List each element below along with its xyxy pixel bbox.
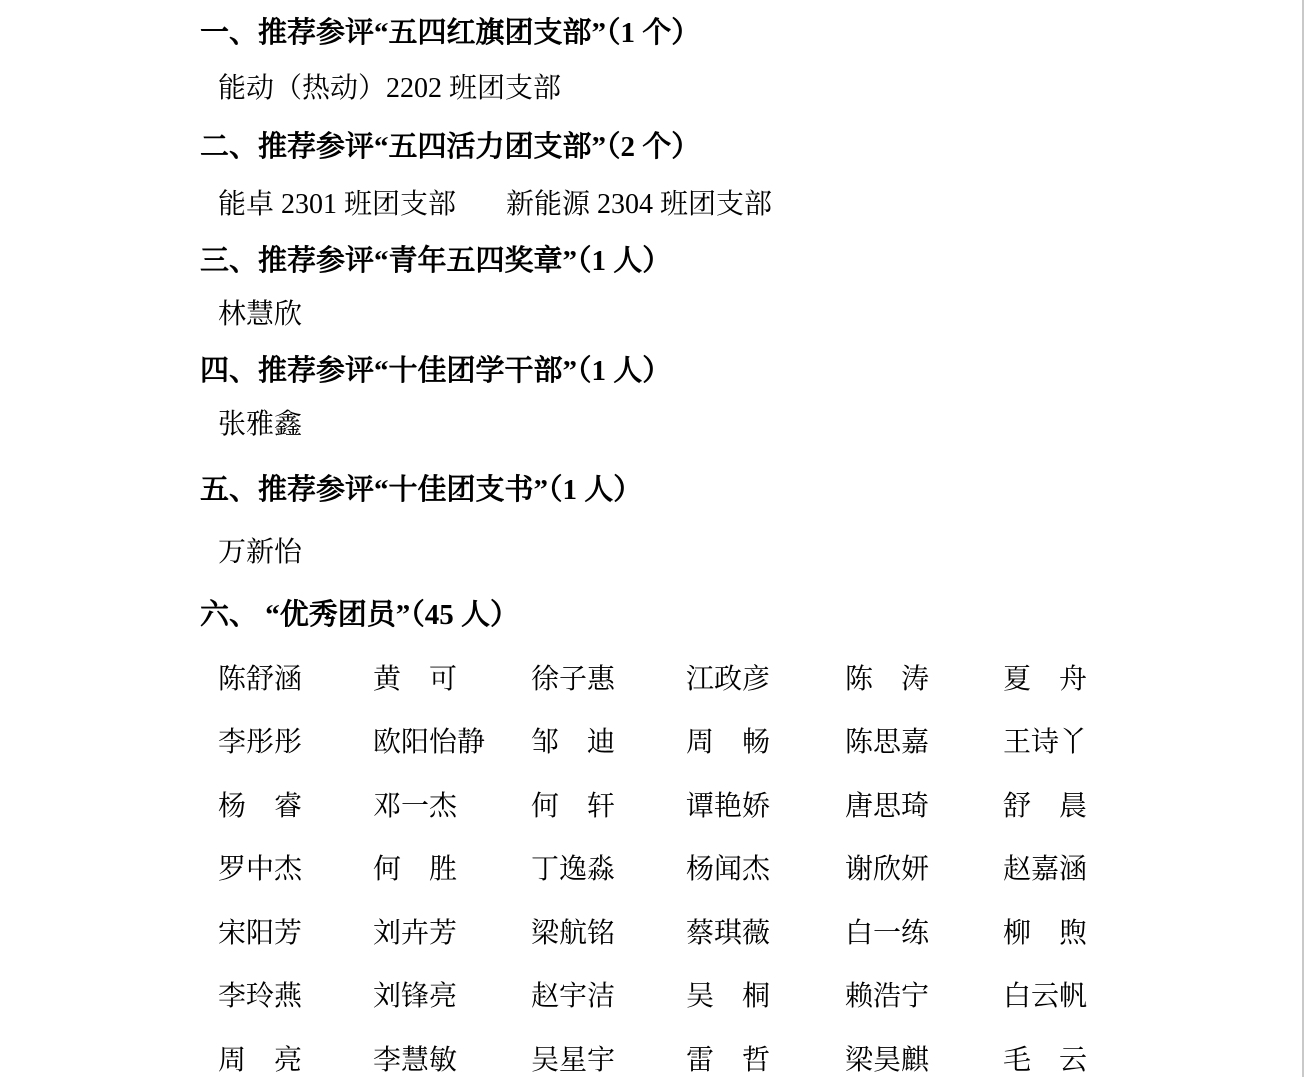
section-5-heading: 五、推荐参评“十佳团支书”（1 人） (200, 474, 643, 506)
member-name: 白云帆 (1003, 981, 1088, 1013)
member-name: 周 亮 (218, 1044, 303, 1076)
section-5-entries (218, 536, 1302, 570)
member-name: 邓一杰 (373, 790, 458, 822)
member-name: 白一练 (845, 917, 930, 949)
member-name: 刘锋亮 (373, 981, 458, 1013)
member-name: 宋阳芳 (218, 917, 303, 949)
member-name: 杨闻杰 (686, 854, 771, 886)
section-3-entries (218, 298, 1302, 332)
member-name: 舒 晨 (1003, 790, 1088, 822)
member-name: 梁昊麒 (845, 1044, 930, 1076)
member-name: 雷 哲 (686, 1044, 771, 1076)
member-name: 赵嘉涵 (1003, 854, 1088, 886)
member-name: 赵宇洁 (531, 981, 616, 1013)
section-1-heading: 一、推荐参评“五四红旗团支部”（1 个） (200, 17, 701, 49)
section-1-entries (218, 72, 1302, 106)
member-name: 陈思嘉 (845, 727, 930, 759)
awardee-name: 万新怡 (218, 537, 303, 568)
member-name: 欧阳怡静 (373, 727, 486, 759)
member-name: 何 胜 (373, 854, 458, 886)
member-name: 梁航铭 (531, 917, 616, 949)
member-name: 徐子惠 (531, 663, 616, 695)
member-name: 王诗丫 (1003, 727, 1088, 759)
awardee-name: 张雅鑫 (218, 409, 303, 440)
member-name: 杨 睿 (218, 790, 303, 822)
member-name: 赖浩宁 (845, 981, 930, 1013)
member-name: 罗中杰 (218, 854, 303, 886)
member-name: 何 轩 (531, 790, 616, 822)
member-name: 邹 迪 (531, 727, 616, 759)
member-name: 谭艳娇 (686, 790, 771, 822)
awardee-name: 林慧欣 (218, 299, 303, 330)
members-grid (218, 645, 1302, 1090)
section-3-heading: 三、推荐参评“青年五四奖章”（1 人） (200, 245, 672, 277)
member-name: 丁逸淼 (531, 854, 616, 886)
member-name: 吴星宇 (531, 1044, 616, 1076)
awardee-name: 新能源 2304 班团支部 (506, 189, 773, 220)
section-4-entries (218, 408, 1302, 442)
section-2-heading: 二、推荐参评“五四活力团支部”（2 个） (200, 131, 701, 163)
member-name: 谢欣妍 (845, 854, 930, 886)
member-name: 刘卉芳 (373, 917, 458, 949)
member-name: 李慧敏 (373, 1044, 458, 1076)
section-6-heading: 六、 “优秀团员”（45 人） (200, 599, 520, 631)
member-name: 陈舒涵 (218, 663, 303, 695)
member-name: 江政彦 (686, 663, 771, 695)
member-name: 毛 云 (1003, 1044, 1088, 1076)
member-name: 唐思琦 (845, 790, 930, 822)
awardee-name: 能卓 2301 班团支部 (218, 189, 457, 220)
member-name: 柳 煦 (1003, 917, 1088, 949)
member-name: 蔡琪薇 (686, 917, 771, 949)
section-4-heading: 四、推荐参评“十佳团学干部”（1 人） (200, 355, 672, 387)
member-name: 夏 舟 (1003, 663, 1088, 695)
section-2-entries (218, 188, 1302, 222)
member-name: 李彤彤 (218, 727, 303, 759)
member-name: 黄 可 (373, 663, 458, 695)
awardee-name: 能动（热动）2202 班团支部 (218, 73, 562, 104)
member-name: 周 畅 (686, 727, 771, 759)
member-name: 陈 涛 (845, 663, 930, 695)
member-name: 李玲燕 (218, 981, 303, 1013)
page-edge-line (1302, 0, 1304, 1077)
member-name: 吴 桐 (686, 981, 771, 1013)
